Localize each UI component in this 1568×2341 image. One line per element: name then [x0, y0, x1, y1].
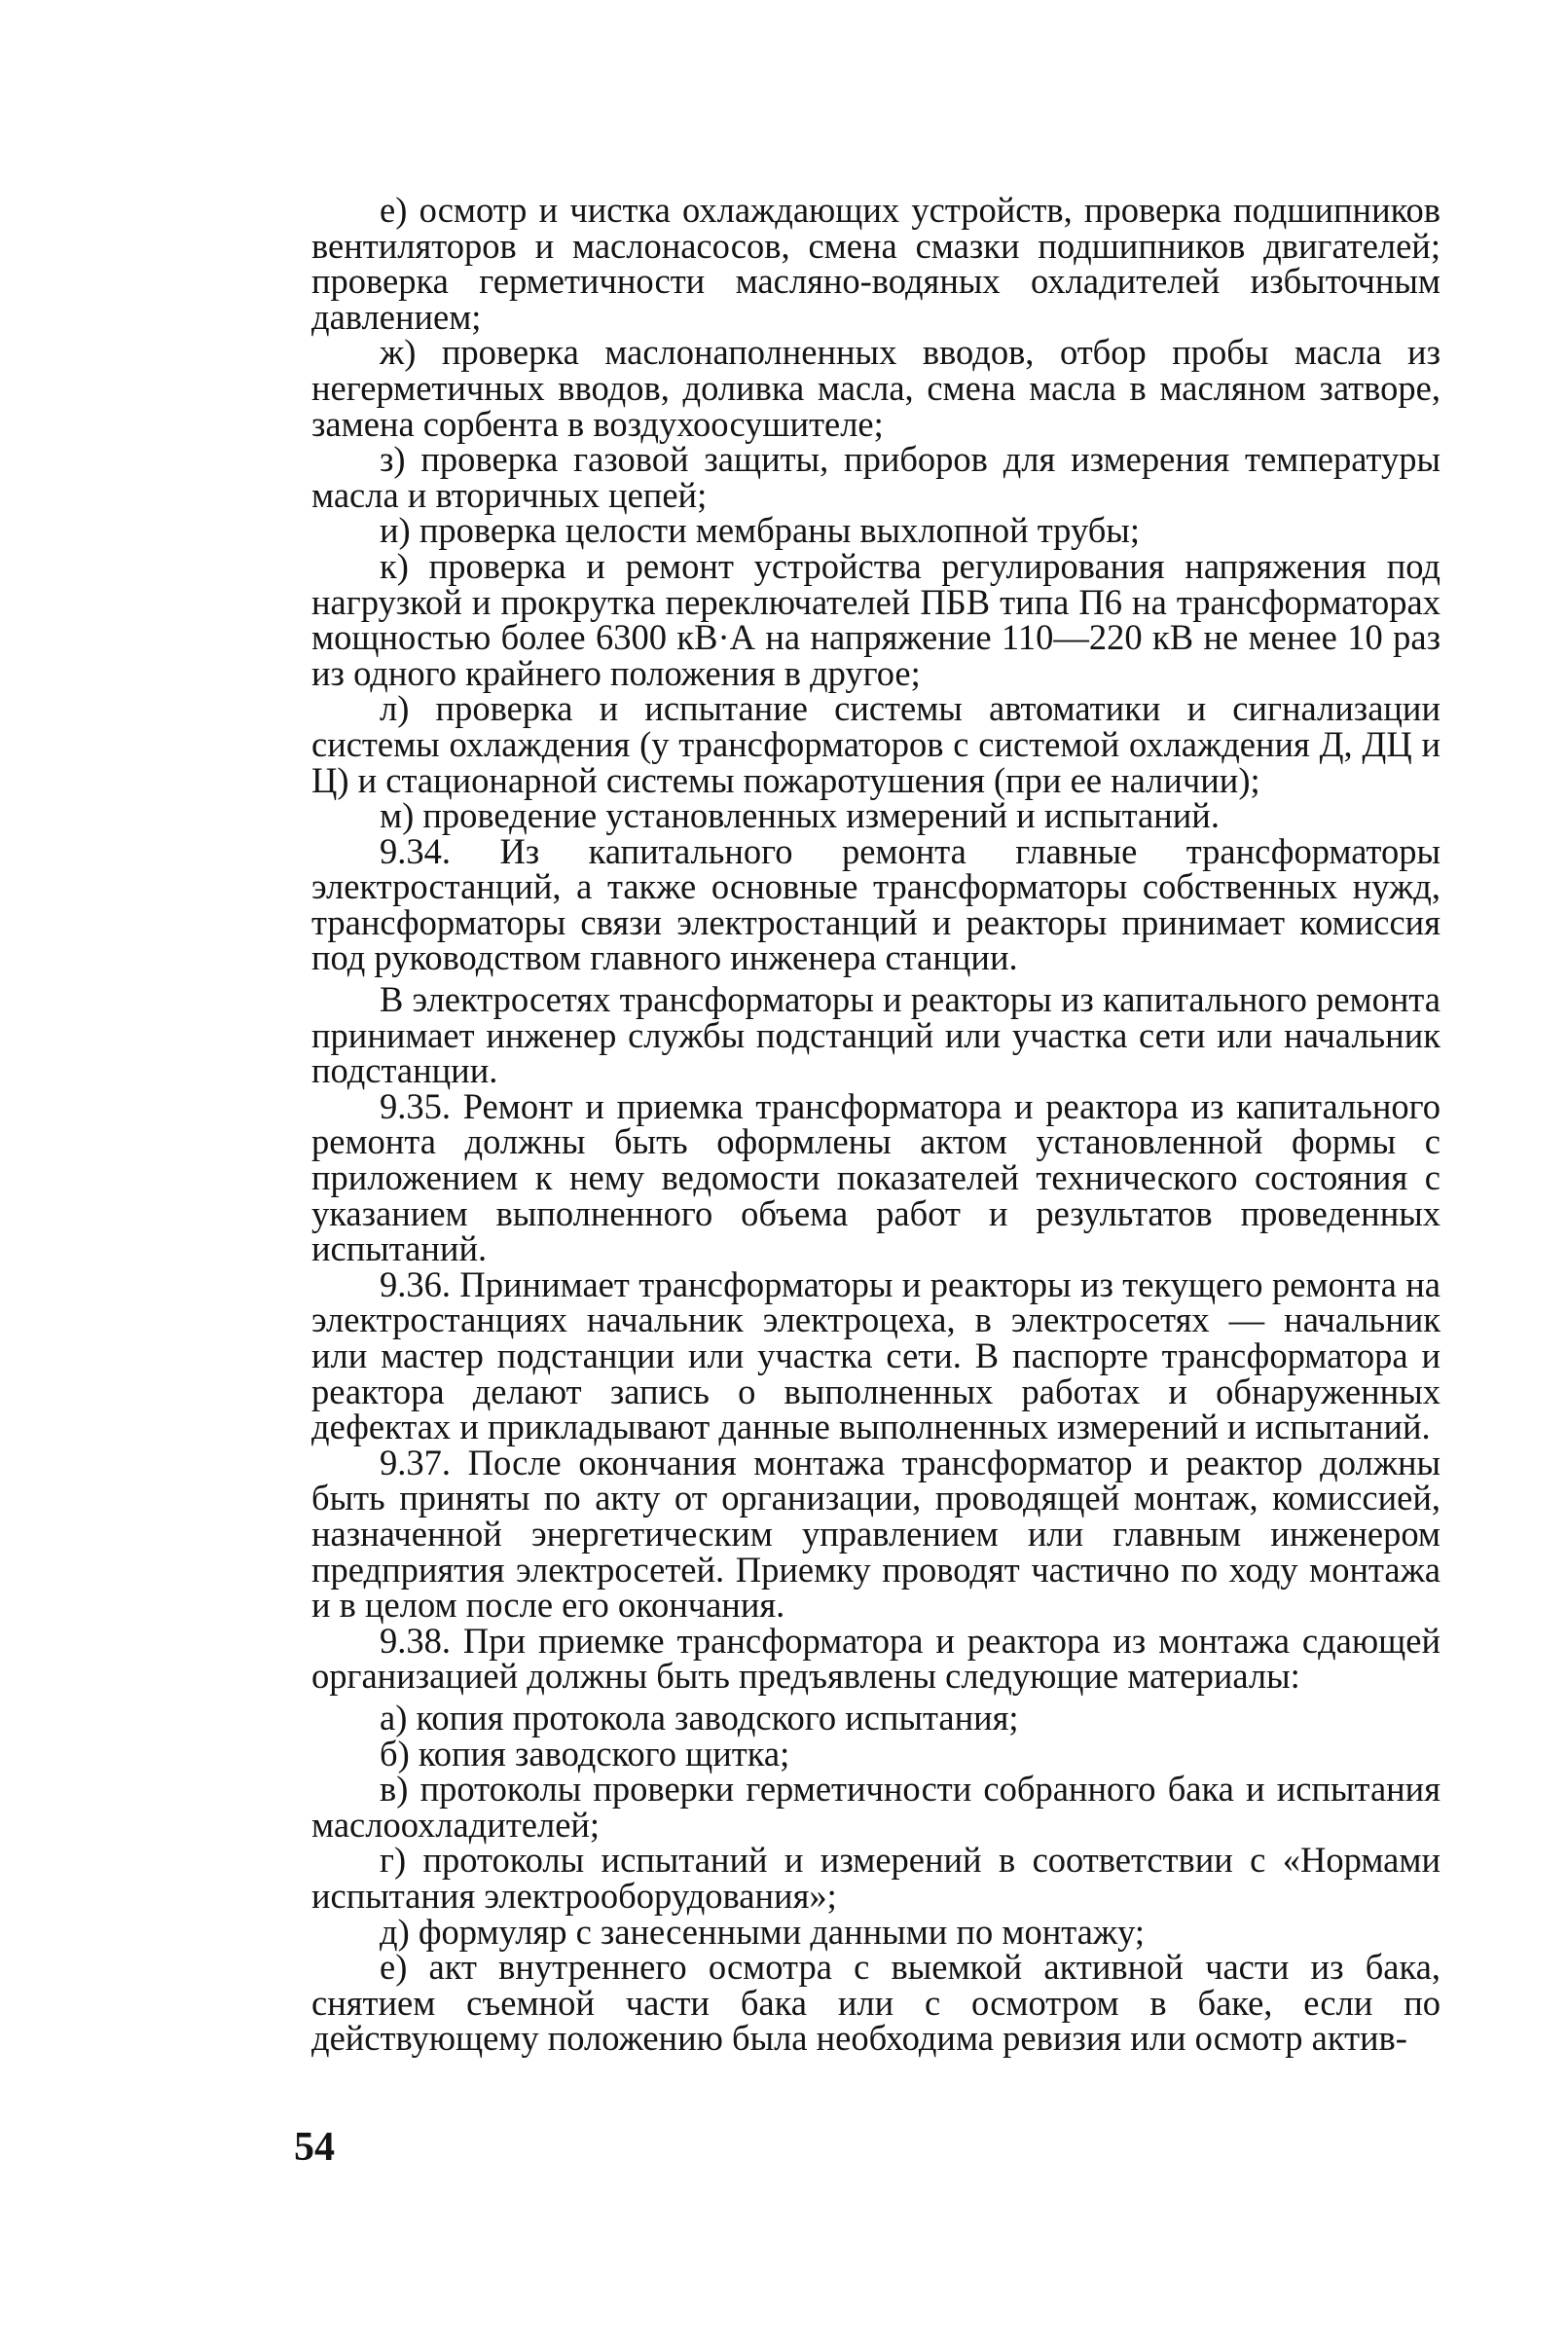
page-number: 54 — [294, 2125, 335, 2170]
list-item-g-test-protocols: г) протоколы испытаний и измерений в соответствии с «Нормами испытания электрооборудования»; — [311, 1840, 1440, 1916]
list-item-d-form: д) формуляр с занесенными данными по монтажу; — [380, 1911, 1145, 1952]
section-9-34-networks: В электросетях трансформаторы и реакторы из капитального ремонта принимает инженер службы подстанций или участка сети или начальник подстанции. — [311, 979, 1440, 1091]
list-item-l-automation: л) проверка и испытание системы автоматики и сигнализации системы охлаждения (у трансформаторов с системой охлаждения Д, ДЦ и Ц) и стационарной системы пожаротушения (при ее наличии); — [311, 688, 1440, 800]
list-item-k-voltage-regulation: к) проверка и ремонт устройства регулирования напряжения под нагрузкой и прокрутка переключателей ПБВ типа П6 на трансформаторах мощностью более 6300 кВ·А на напряжение 110—220 кВ не менее 10 раз из одного крайнего положения в другое; — [311, 545, 1440, 693]
list-item-m-measurements: м) проведение установленных измерений и испытаний. — [380, 795, 1220, 836]
list-item-e-cooling: е) осмотр и чистка охлаждающих устройств, проверка подшипников вентиляторов и маслонасосов, смена смазки подшипников двигателей; проверка герметичности масляно-водяных охладителей избыточным давлением; — [311, 190, 1440, 337]
section-9-35: 9.35. Ремонт и приемка трансформатора и реактора из капитального ремонта должны быть оформлены актом установленной формы с приложением к нему ведомости показателей технического состояния с указанием выполненного объема работ и результатов проведенных испытаний. — [311, 1085, 1440, 1269]
list-item-e-inspection-act: е) акт внутреннего осмотра с выемкой активной части из бака, снятием съемной части бака или с осмотром в баке, если по действующему положению была необходима ревизия или осмотр актив- — [311, 1947, 1440, 2059]
section-9-34: 9.34. Из капитального ремонта главные трансформаторы электростанций, а также основные трансформаторы собственных нужд, трансформаторы связи электростанций и реакторы принимает комиссия под руководством главного инженера станции. — [311, 830, 1440, 978]
list-item-i-membrane: и) проверка целости мембраны выхлопной трубы; — [380, 510, 1140, 551]
page-text-body — [311, 190, 1440, 2059]
section-9-36: 9.36. Принимает трансформаторы и реакторы из текущего ремонта на электростанциях начальник электроцеха, в электросетях — начальник или мастер подстанции или участка сети. В паспорте трансформатора и реактора делают запись о выполненных работах и обнаруженных дефектах и прикладывают данные выполненных измерений и испытаний. — [311, 1263, 1440, 1447]
list-item-v-tightness: в) протоколы проверки герметичности собранного бака и испытания маслоохладителей; — [311, 1769, 1440, 1845]
list-item-zh-bushings: ж) проверка маслонаполненных вводов, отбор пробы масла из негерметичных вводов, доливка масла, смена масла в масляном затворе, замена сорбента в воздухоосушителе; — [311, 332, 1440, 444]
section-9-37: 9.37. После окончания монтажа трансформатор и реактор должны быть приняты по акту от организации, проводящей монтаж, комиссией, назначенной энергетическим управлением или главным инженером предприятия электросетей. Приемку проводят частично по ходу монтажа и в целом после его окончания. — [311, 1442, 1440, 1626]
section-9-38: 9.38. При приемке трансформатора и реактора из монтажа сдающей организацией должны быть предъявлены следующие материалы: — [311, 1620, 1440, 1697]
list-item-b-plate: б) копия заводского щитка; — [380, 1733, 790, 1774]
list-item-a-protocol: а) копия протокола заводского испытания; — [380, 1697, 1019, 1737]
list-item-z-gas-protection: з) проверка газовой защиты, приборов для измерения температуры масла и вторичных цепей; — [311, 439, 1440, 515]
